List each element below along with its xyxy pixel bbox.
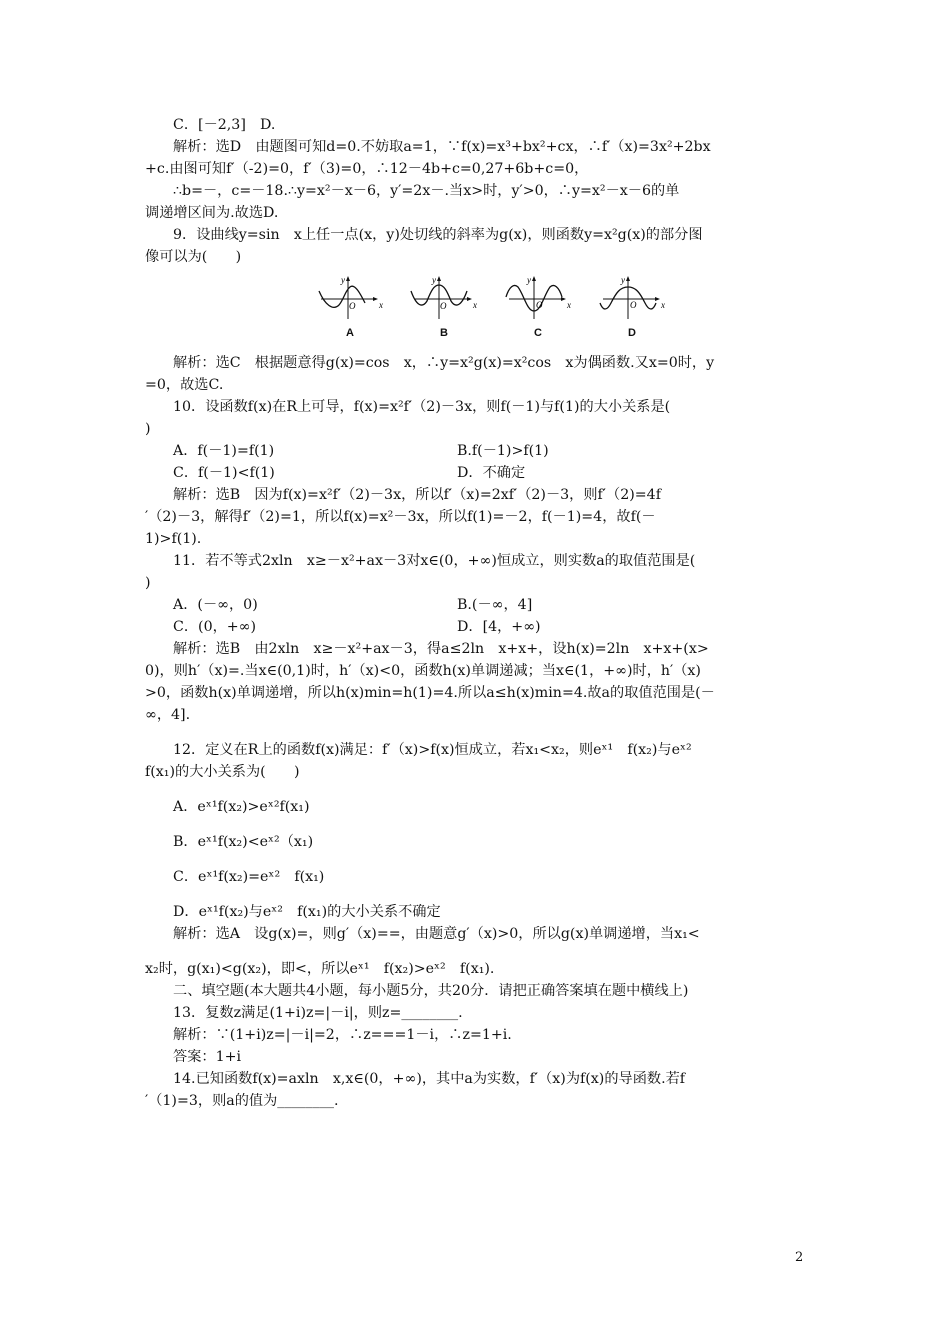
text-line: x₂时，g(x₁)<g(x₂)，即<，所以eˣ¹ f(x₂)>eˣ² f(x₁). [145, 961, 495, 977]
text-line: 1)>f(1). [145, 531, 202, 547]
option-row [145, 462, 811, 484]
text-line: ∞，4]. [145, 707, 191, 723]
option-a: A．eˣ¹f(x₂)>eˣ²f(x₁) [173, 799, 310, 815]
option-b: B．eˣ¹f(x₂)<eˣ²（x₁) [173, 834, 314, 850]
question-11-stem: 11．若不等式2xln x≥－x²+ax－3对x∈(0，+∞)恒成立，则实数a的取值范围是( [173, 553, 696, 569]
text-line: 解析：选B 由2xln x≥－x²+ax－3，得a≤2ln x+x+，设h(x)=2ln x+x+(x> [173, 641, 709, 657]
text-line: 解析：选B 因为f(x)=x²f′（2)－3x，所以f′（x)=2xf′（2)－3，则f′（2)=4f [173, 487, 661, 503]
text-line: 解析：选D 由题图可知d=0.不妨取a=1，∵f(x)=x³+bx²+cx，∴f′（x)=3x²+2bx [173, 139, 711, 155]
option-c: C．eˣ¹f(x₂)=eˣ² f(x₁) [173, 869, 325, 885]
text-line: C．[－2,3] D. [173, 117, 276, 133]
option-c: C．f(－1)<f(1) [173, 465, 275, 481]
option-d: D．eˣ¹f(x₂)与eˣ² f(x₁)的大小关系不确定 [173, 904, 441, 920]
y-axis-label: y [621, 275, 625, 285]
option-row [145, 440, 811, 462]
y-axis-label: y [341, 275, 345, 285]
page-content [145, 114, 811, 1112]
text-line: 像可以为( ) [145, 249, 242, 265]
answer-line: 答案：1+i [173, 1049, 242, 1065]
text-line: 解析：∵(1+i)z=|－i|=2，∴z===1－i，∴z=1+i. [173, 1027, 512, 1043]
section-heading: 二、填空题(本大题共4小题，每小题5分，共20分．请把正确答案填在题中横线上) [173, 983, 689, 999]
question-13-stem: 13．复数z满足(1+i)z=|－i|，则z=________. [173, 1005, 463, 1021]
y-axis-label: y [527, 275, 531, 285]
graph-label: D [628, 327, 636, 339]
question-10-stem: 10．设函数f(x)在R上可导，f(x)=x²f′（2)－3x，则f(－1)与f(1)的大小关系是( [173, 399, 671, 415]
text-line: ) [145, 575, 151, 591]
text-line: +c.由图可知f′（-2)=0，f′（3)=0，∴12－4b+c=0,27+6b+c=0， [145, 161, 589, 177]
text-line: 0)，则h′（x)=.当x∈(0,1)时，h′（x)<0，函数h(x)单调递减；当x∈(1，+∞)时，h′（x) [145, 663, 701, 679]
y-axis-label: y [432, 275, 436, 285]
origin-label: O [630, 300, 637, 310]
origin-label: O [536, 300, 543, 310]
option-a: A．(－∞，0) [173, 597, 258, 613]
graph-option-a [315, 273, 385, 351]
answer-graphs [145, 273, 811, 351]
x-axis-label: x [661, 300, 665, 310]
origin-label: O [440, 301, 447, 311]
x-axis-label: x [379, 300, 383, 310]
page-number: 2 [795, 1250, 804, 1265]
text-line: f(x₁)的大小关系为( ) [145, 764, 300, 780]
option-c: C．(0，+∞) [173, 619, 257, 635]
x-axis-label: x [473, 300, 477, 310]
origin-label: O [349, 301, 356, 311]
graph-option-d [597, 273, 667, 351]
option-row [145, 616, 811, 638]
option-row [145, 594, 811, 616]
graph-option-b [409, 273, 479, 351]
graph-option-c [503, 273, 573, 351]
text-line: ′（1)=3，则a的值为________. [145, 1093, 339, 1109]
option-d: D．[4，+∞) [457, 619, 541, 635]
question-14-stem: 14.已知函数f(x)=axln x,x∈(0，+∞)，其中a为实数，f′（x)为f(x)的导函数.若f [173, 1071, 686, 1087]
graph-label: C [534, 327, 542, 339]
text-line: 解析：选C 根据题意得g(x)=cos x，∴y=x²g(x)=x²cos x为偶函数.又x=0时，y [173, 355, 715, 371]
graph-label: B [440, 327, 448, 339]
option-a: A．f(－1)=f(1) [173, 443, 275, 459]
graph-label: A [346, 327, 354, 339]
text-line: >0，函数h(x)单调递增，所以h(x)min=h(1)=4.所以a≤h(x)min=4.故a的取值范围是(－ [145, 685, 715, 701]
text-line: ′（2)－3，解得f′（2)=1，所以f(x)=x²－3x，所以f(1)=－2，f(－1)=4，故f(－ [145, 509, 656, 525]
option-d: D．不确定 [457, 465, 526, 481]
option-b: B.(－∞，4] [457, 597, 533, 613]
text-line: 解析：选A 设g(x)=，则g′（x)==，由题意g′（x)>0，所以g(x)单调递增，当x₁< [173, 926, 700, 942]
x-axis-label: x [567, 300, 571, 310]
option-b: B.f(－1)>f(1) [457, 443, 549, 459]
question-9-stem: 9．设曲线y=sin x上任一点(x，y)处切线的斜率为g(x)，则函数y=x²g(x)的部分图 [173, 227, 703, 243]
text-line: 调递增区间为.故选D. [145, 205, 279, 221]
text-line: ) [145, 421, 151, 437]
text-line: ∴b=－，c=－18.∴y=x²－x－6，y′=2x－.当x>时，y′>0，∴y=x²－x－6的单 [173, 183, 680, 199]
text-line: =0，故选C. [145, 377, 224, 393]
question-12-stem: 12．定义在R上的函数f(x)满足：f′（x)>f(x)恒成立，若x₁<x₂，则eˣ¹ f(x₂)与eˣ² [173, 742, 692, 758]
